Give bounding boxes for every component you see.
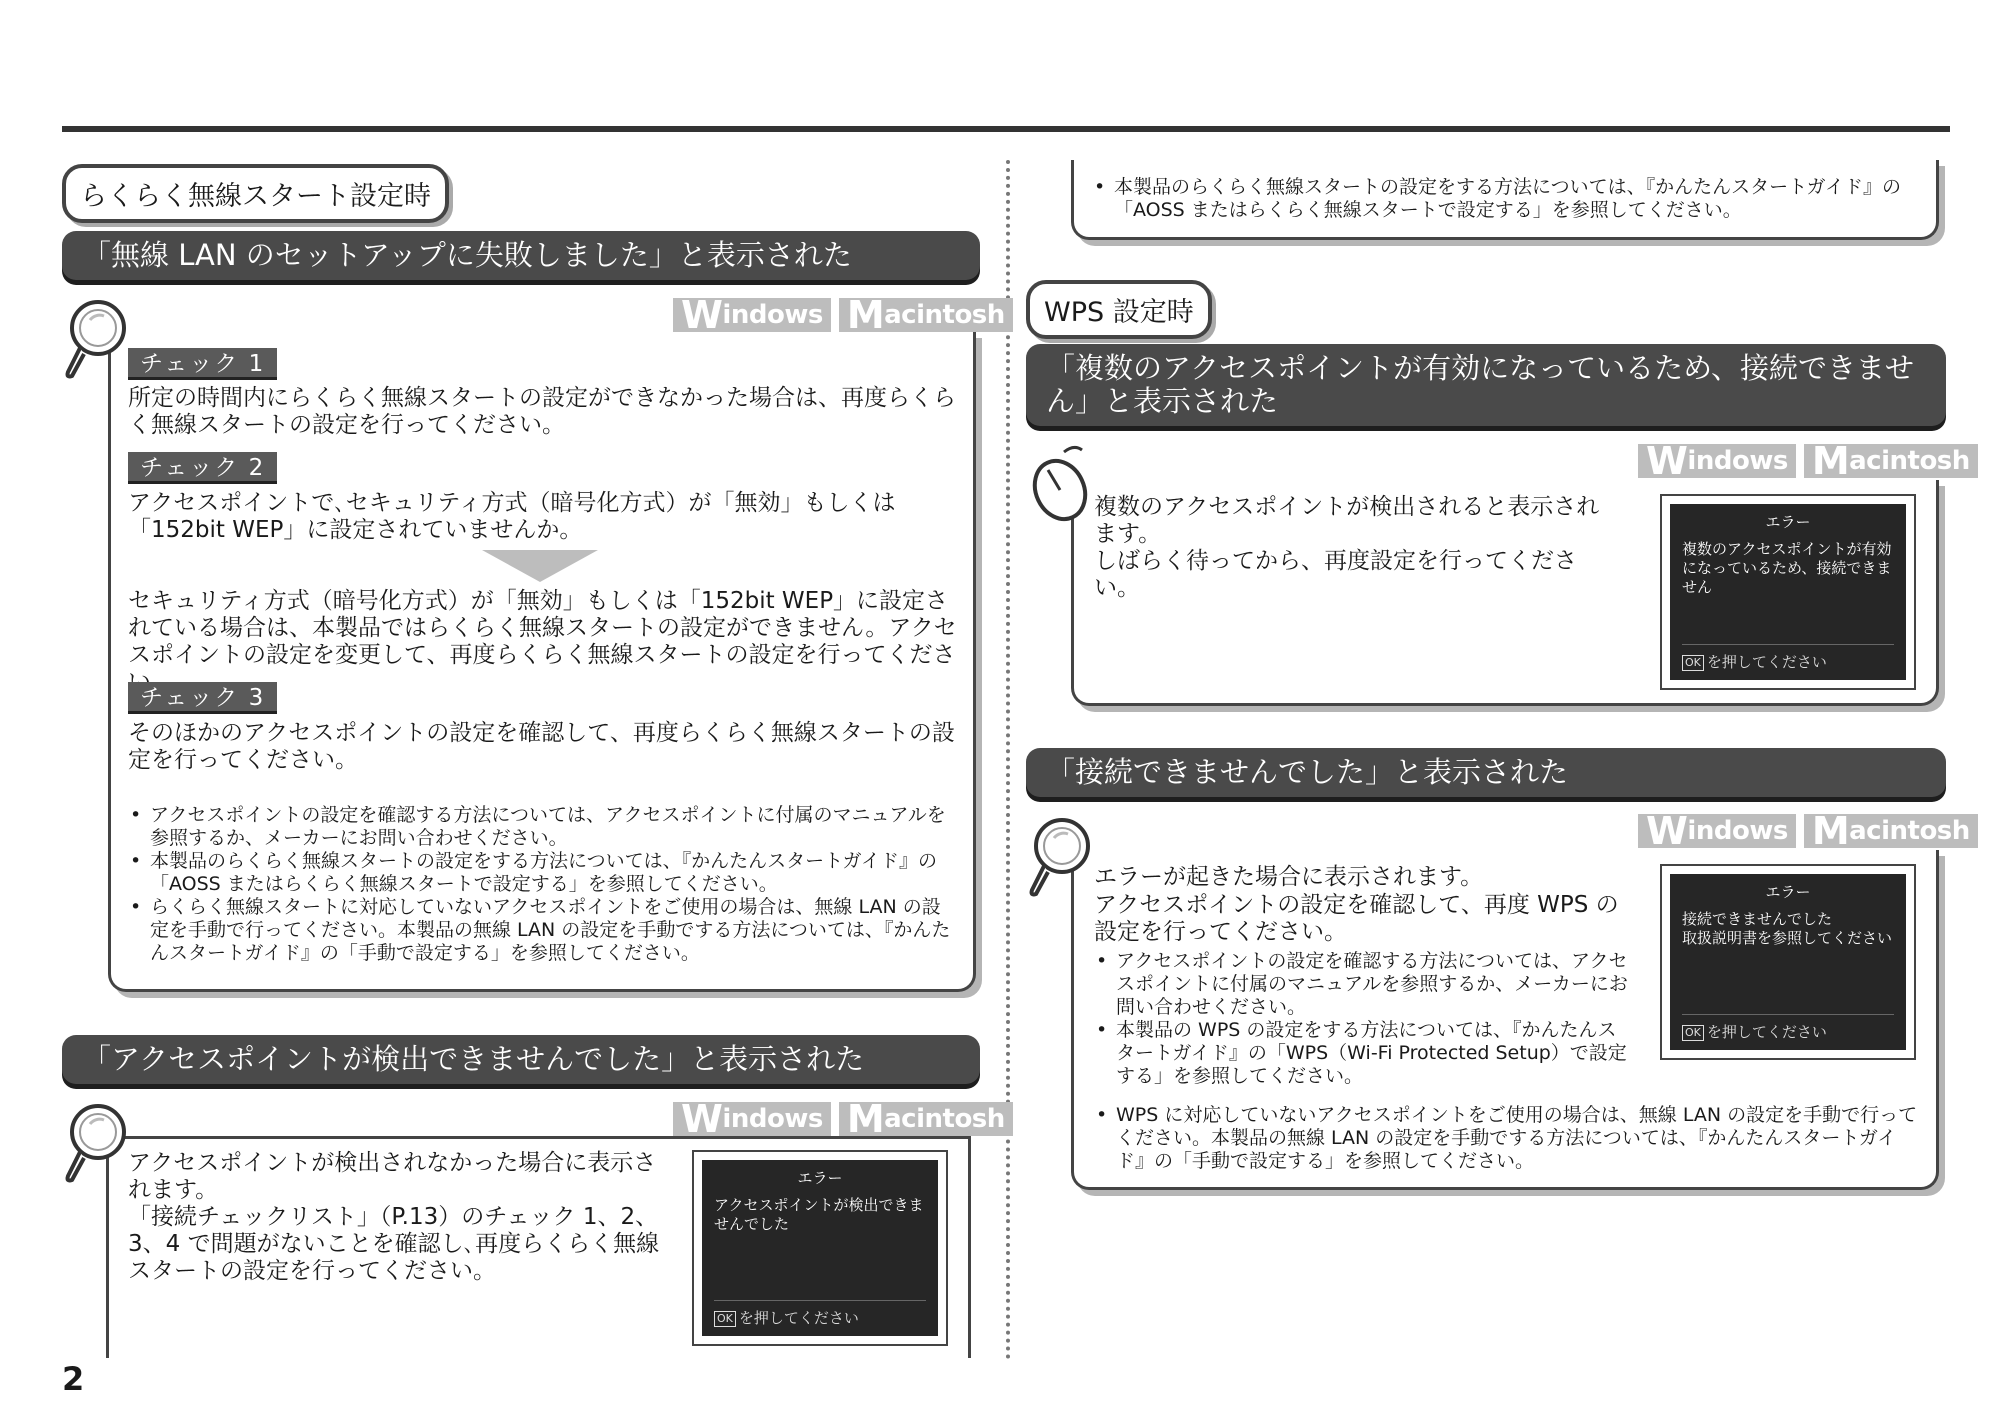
windows-badge: Windows [1638, 814, 1796, 848]
column-divider [1006, 160, 1010, 1360]
windows-badge: Windows [1638, 444, 1796, 478]
connection-failed-text-1: エラーが起きた場合に表示されます。 [1094, 864, 1484, 890]
macintosh-badge: Macintosh [839, 1102, 1013, 1136]
check-1-label: チェック 1 [128, 348, 277, 380]
windows-badge: Windows [673, 298, 831, 332]
lcd-screen [702, 1160, 938, 1336]
notes-list-wide [1094, 1104, 1924, 1173]
lcd-message: 複数のアクセスポイントが有効になっているため、接続できません [1682, 540, 1892, 596]
magnifier-icon [60, 298, 132, 384]
check-3-text: そのほかのアクセスポイントの設定を確認して、再度らくらく無線スタートの設定を行ってください。 [128, 720, 955, 773]
notes-list-narrow [1094, 950, 1634, 1088]
connection-failed-text-2: アクセスポイントの設定を確認して、再度 WPS の設定を行ってください。 [1094, 892, 1619, 945]
mode-pill-rakuraku: らくらく無線スタート設定時 [62, 164, 449, 223]
top-rule [62, 126, 1950, 132]
ok-key-icon: OK [1682, 655, 1704, 671]
list-item: • アクセスポイントの設定を確認する方法については、アクセスポイントに付属のマニュアルを参照するか、メーカーにお問い合わせください。 [1094, 950, 1634, 1019]
check-2-text: アクセスポイントで､セキュリティ方式（暗号化方式）が「無効」もしくは「152bit WEP」に設定されていませんか。 [128, 490, 896, 543]
section-title-setup-failed: 「無線 LAN のセットアップに失敗しました」と表示された [62, 231, 980, 280]
list-item: • 本製品の WPS の設定をする方法については、『かんたんスタートガイド』の「WPS（Wi-Fi Protected Setup）で設定する」を参照してください。 [1094, 1019, 1634, 1088]
panel-top-rule [108, 1136, 968, 1139]
ok-key-icon: OK [1682, 1025, 1704, 1041]
list-item: • 本製品のらくらく無線スタートの設定をする方法については、『かんたんスタートガイド』の「AOSS またはらくらく無線スタートで設定する」を参照してください。 [128, 850, 958, 896]
lcd-error-ap-not-found [692, 1150, 948, 1346]
os-badges [673, 293, 1013, 337]
notes-list-setup-failed [128, 804, 958, 965]
section-title-connection-failed: 「接続できませんでした」と表示された [1026, 748, 1946, 797]
multiple-ap-text: 複数のアクセスポイントが検出されると表示されます。 しばらく待ってから、再度設定を行ってください。 [1094, 494, 1600, 601]
check-3-label: チェック 3 [128, 682, 277, 714]
macintosh-badge: Macintosh [839, 298, 1013, 332]
lcd-title: エラー [1765, 883, 1811, 901]
check-1-text: 所定の時間内にらくらく無線スタートの設定ができなかった場合は、再度らくらく無線スタートの設定を行ってください。 [128, 385, 956, 438]
ap-not-found-text: アクセスポイントが検出されなかった場合に表示されます。 「接続チェックリスト」（P.13）のチェック 1、2、3、4 で問題がないことを確認し､再度らくらく無線スタートの設定を行ってください。 [128, 1150, 660, 1284]
mouse-icon [1026, 444, 1096, 528]
lcd-error-connection-failed [1660, 864, 1916, 1060]
lcd-title: エラー [797, 1169, 843, 1187]
magnifier-icon [1024, 816, 1096, 902]
check-2-result: セキュリティ方式（暗号化方式）が「無効」もしくは「152bit WEP」に設定されている場合は、本製品ではらくらく無線スタートの設定ができません。アクセスポイントの設定を変更して、再度らくらく無線スタートの設定を行ってくださ [128, 588, 957, 668]
continued-note-list [1092, 176, 1922, 222]
os-badges [673, 1097, 1013, 1141]
lcd-footer: OK を押してください [1682, 644, 1894, 672]
os-badges [1638, 809, 1978, 853]
windows-badge: Windows [673, 1102, 831, 1136]
lcd-message: アクセスポイントが検出できませんでした [714, 1196, 924, 1233]
list-item: • WPS に対応していないアクセスポイントをご使用の場合は、無線 LAN の設定を手動で行ってください。本製品の無線 LAN の設定を手動でする方法については、『かんたんスタートガイド』の「手動で設定する」を参照してください。 [1094, 1104, 1924, 1173]
list-item: • アクセスポイントの設定を確認する方法については、アクセスポイントに付属のマニュアルを参照するか、メーカーにお問い合わせください。 [128, 804, 958, 850]
lcd-message: 接続できませんでした 取扱説明書を参照してください [1682, 910, 1893, 947]
list-item: • らくらく無線スタートに対応していないアクセスポイントをご使用の場合は、無線 LAN の設定を手動で行ってください。本製品の無線 LAN の設定を手動でする方法については、『かんたんスタートガイド』の「手動で設定する」を参照してください。 [128, 896, 958, 965]
lcd-footer: OK を押してください [1682, 1014, 1894, 1042]
lcd-title: エラー [1765, 513, 1811, 531]
ok-key-icon: OK [714, 1311, 736, 1327]
page-number: 2 [62, 1360, 85, 1398]
section-title-ap-not-found: 「アクセスポイントが検出できませんでした」と表示された [62, 1035, 980, 1084]
list-item: • 本製品のらくらく無線スタートの設定をする方法については、『かんたんスタートガイド』の「AOSS またはらくらく無線スタートで設定する」を参照してください。 [1092, 176, 1922, 222]
down-arrow-icon [482, 550, 598, 582]
lcd-screen [1670, 874, 1906, 1050]
lcd-footer: OK を押してください [714, 1300, 926, 1328]
macintosh-badge: Macintosh [1804, 814, 1978, 848]
check-2-label: チェック 2 [128, 452, 277, 484]
mode-pill-wps: WPS 設定時 [1026, 280, 1212, 339]
magnifier-icon [60, 1102, 132, 1188]
lcd-error-multiple-ap [1660, 494, 1916, 690]
panel-right-rule [968, 1136, 971, 1358]
os-badges [1638, 439, 1978, 483]
macintosh-badge: Macintosh [1804, 444, 1978, 478]
lcd-screen [1670, 504, 1906, 680]
section-title-multiple-ap: 「複数のアクセスポイントが有効になっているため、接続できません」と表示された [1026, 344, 1946, 426]
